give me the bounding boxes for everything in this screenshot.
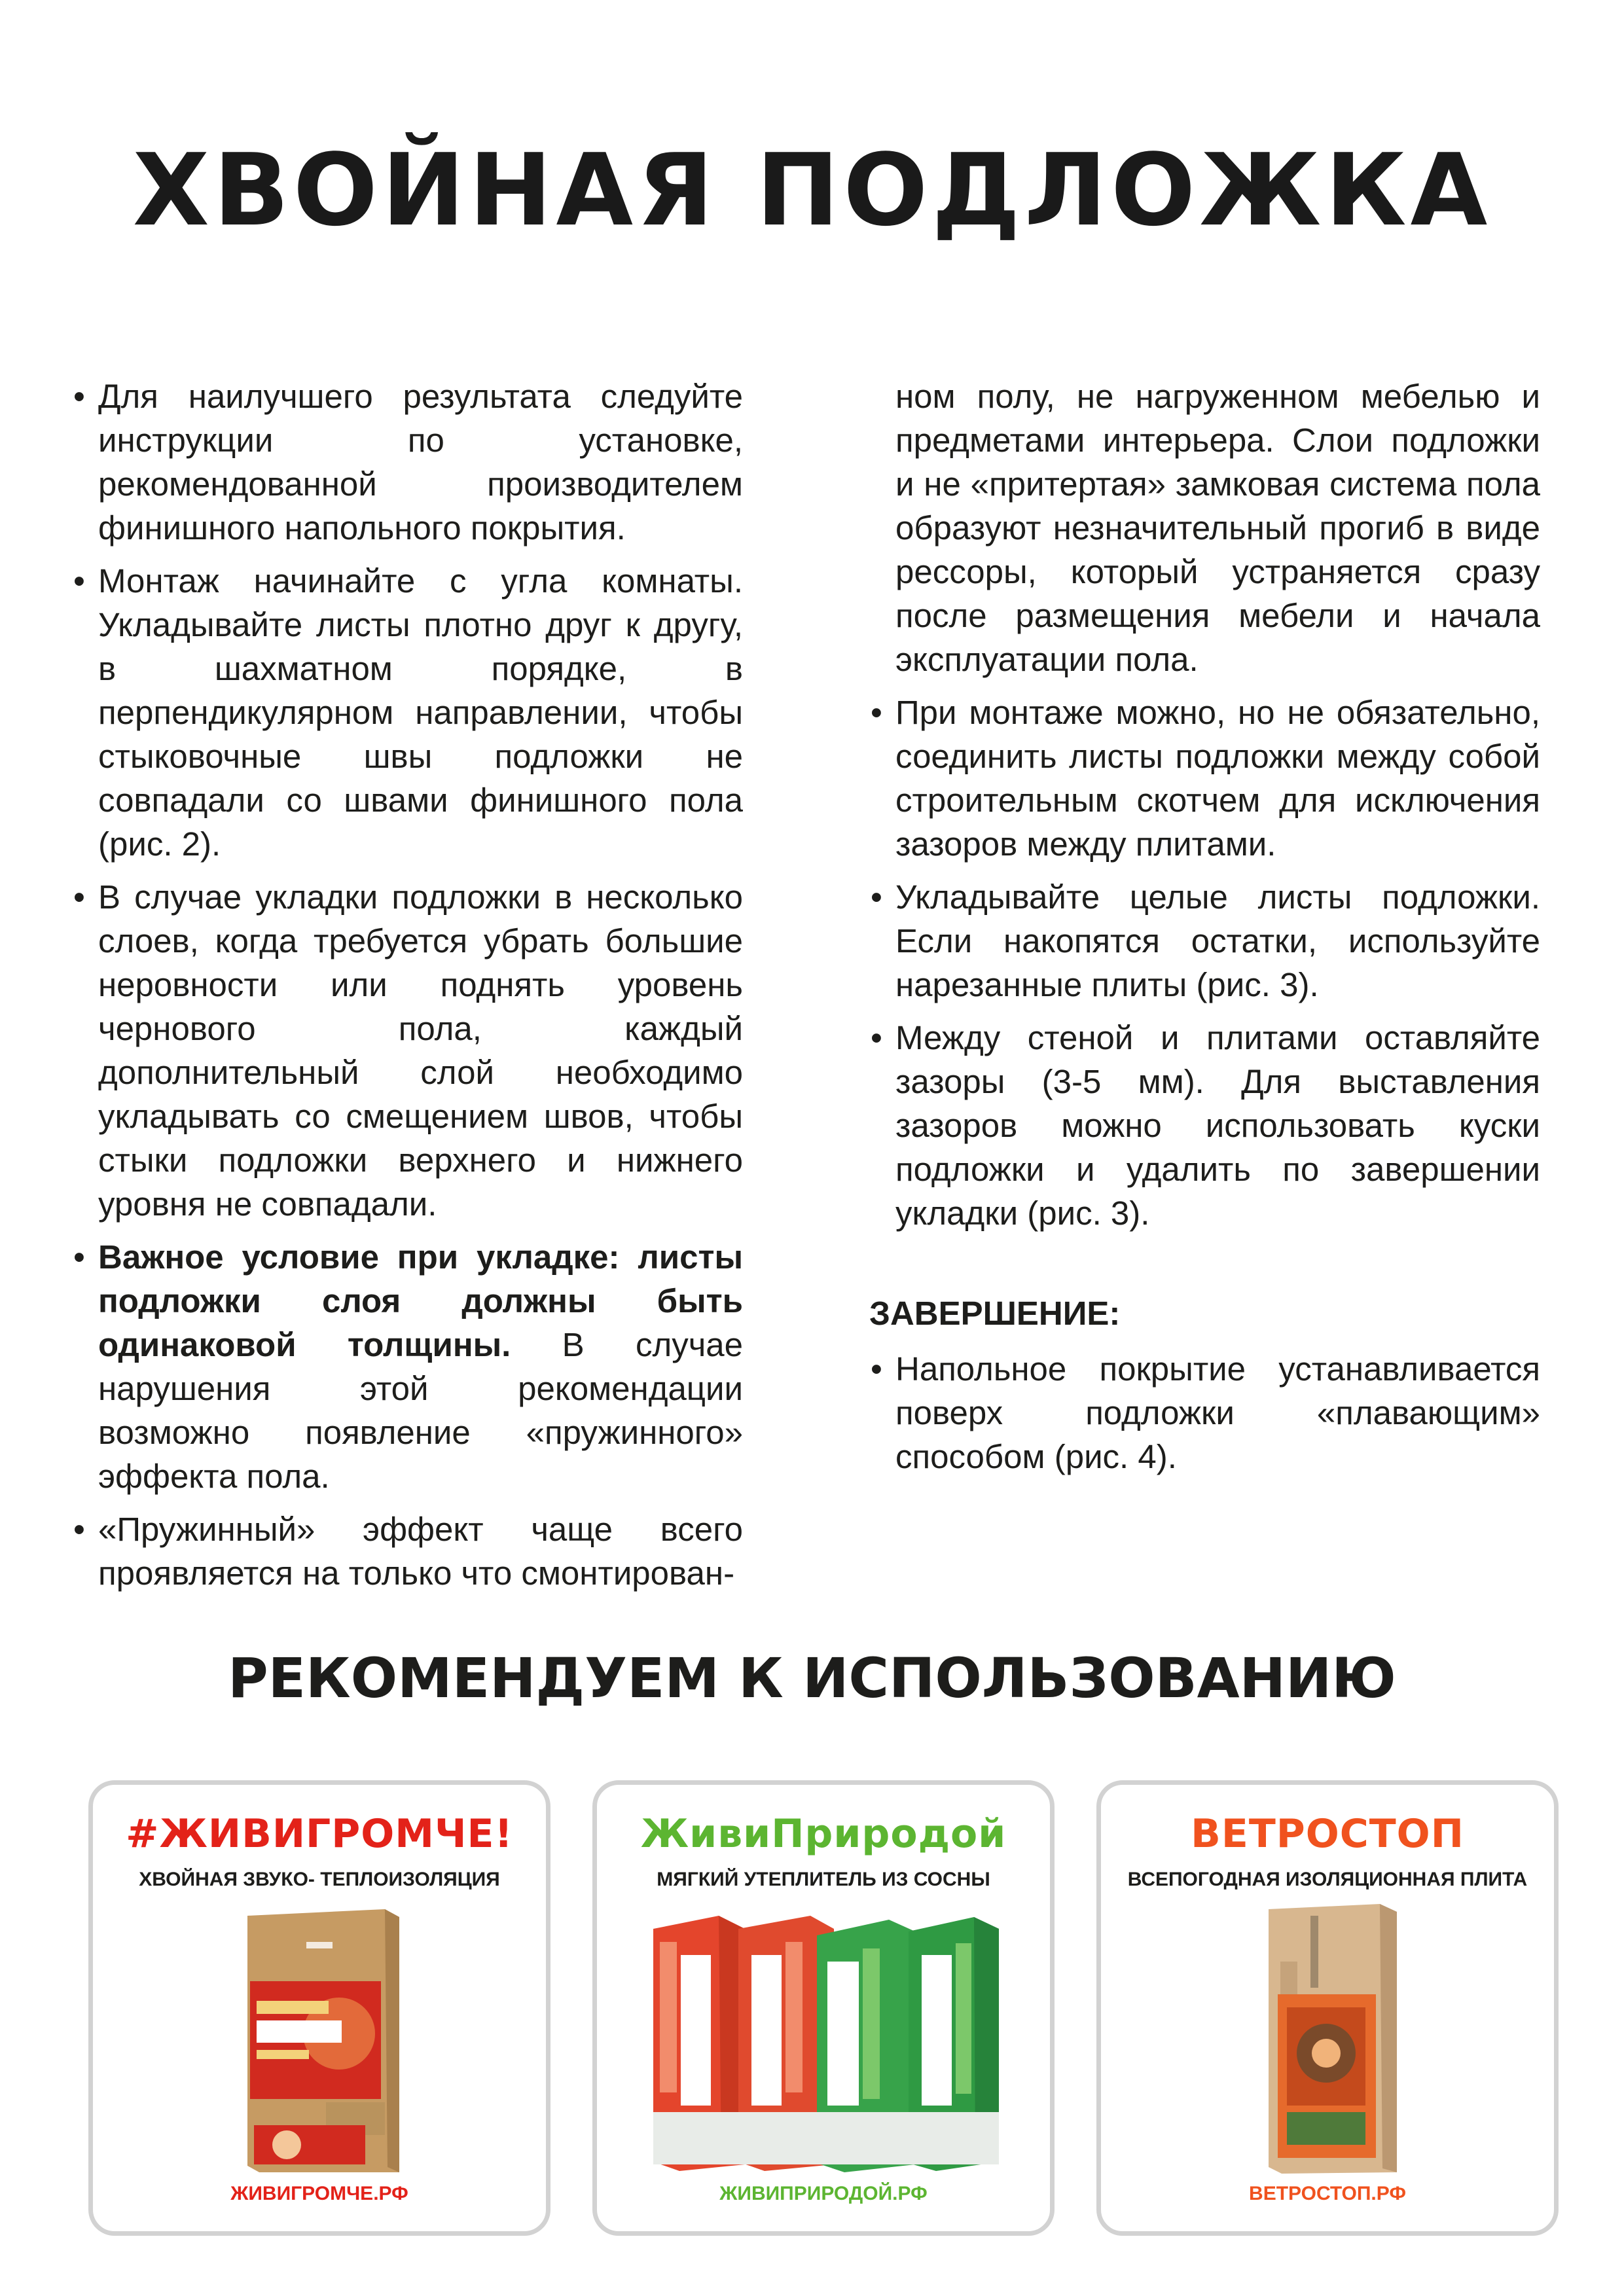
- important-note: Важное условие при укладке: листы подложки слоя должны быть одинаковой толщины.: [98, 1238, 743, 1363]
- product-tagline: ХВОЙНАЯ ЗВУКО- ТЕПЛОИЗОЛЯЦИЯ: [139, 1869, 500, 1890]
- list-item: • В случае укладки подложки в несколько слоев, когда требуется убрать большие неровности или поднять уровень чернового пола, каждый дополнительный слой необходимо укладывать со смещением швов, чтобы стыки подложки верхнего и нижнего уровня не совпадали.: [73, 878, 743, 1223]
- website-link[interactable]: ЖИВИПРИРОДОЙ.РФ: [719, 2183, 928, 2204]
- product-tagline: МЯГКИЙ УТЕПЛИТЕЛЬ ИЗ СОСНЫ: [657, 1869, 990, 1890]
- recommend-heading: РЕКОМЕНДУЕМ К ИСПОЛЬЗОВАНИЮ: [228, 1646, 1396, 1710]
- cardboard-box-icon: [93, 1903, 546, 2178]
- left-column: [72, 374, 743, 1604]
- list-item: • «Пружинный» эффект чаще всего проявляется на только что смонтирован-: [73, 1511, 743, 1592]
- product-card-zhivigromche[interactable]: [88, 1780, 550, 2236]
- right-column: [869, 374, 1540, 1488]
- board-panel-icon: [1101, 1903, 1554, 2178]
- section-heading: ЗАВЕРШЕНИЕ:: [869, 1295, 1121, 1332]
- list-item: • Между стеной и плитами оставляйте зазоры (3-5 мм). Для выставления зазоров можно использовать куски подложки и удалить по завершении укладки (рис. 3).: [871, 1019, 1540, 1232]
- list-item: • Укладывайте целые листы подложки. Если накопятся остатки, используйте нарезанные плиты (рис. 3).: [871, 878, 1540, 1003]
- continued-text: ном полу, не нагруженном мебелью и предметами интерьера. Слои подложки и не «притертая» замковая система пола образуют незначительный прогиб в виде рессоры, который устраняется сразу после размещения мебели и начала эксплуатации пола.: [895, 378, 1540, 678]
- page-title: ХВОЙНАЯ ПОДЛОЖКА: [132, 132, 1492, 248]
- list-item: • Напольное покрытие устанавливается поверх подложки «плавающим» способом (рис. 4).: [871, 1350, 1540, 1475]
- brand-logo: #ЖИВИГРОМЧЕ!: [126, 1811, 513, 1857]
- list-item: • При монтаже можно, но не обязательно, соединить листы подложки между собой строительным скотчем для исключения зазоров между плитами.: [871, 694, 1540, 863]
- product-tagline: ВСЕПОГОДНАЯ ИЗОЛЯЦИОННАЯ ПЛИТА: [1127, 1869, 1528, 1890]
- brand-logo: ВЕТРОСТОП: [1191, 1811, 1464, 1857]
- product-card-zhivi-prirodoy[interactable]: [592, 1780, 1055, 2236]
- list-item: • Монтаж начинайте с угла комнаты. Укладывайте листы плотно друг к другу, в шахматном порядке, в перпендикулярном направлении, чтобы стыковочные швы подложки не совпадали со швами финишного пола (рис. 2).: [73, 562, 743, 863]
- website-link[interactable]: ЖИВИГРОМЧЕ.РФ: [230, 2183, 408, 2204]
- website-link[interactable]: ВЕТРОСТОП.РФ: [1249, 2183, 1406, 2204]
- insulation-packs-icon: [597, 1903, 1050, 2178]
- product-cards: [88, 1780, 1542, 2238]
- brand-logo: ЖивиПриродой: [640, 1811, 1007, 1857]
- product-card-vetrostop[interactable]: [1096, 1780, 1559, 2236]
- list-item: • Для наилучшего результата следуйте инструкции по установке, рекомендованной производителем финишного напольного покрытия.: [73, 378, 743, 547]
- list-item: • Важное условие при укладке: листы подложки слоя должны быть одинаковой толщины. В случае нарушения этой рекомендации возможно появление «пружинного» эффекта пола.: [73, 1238, 744, 1495]
